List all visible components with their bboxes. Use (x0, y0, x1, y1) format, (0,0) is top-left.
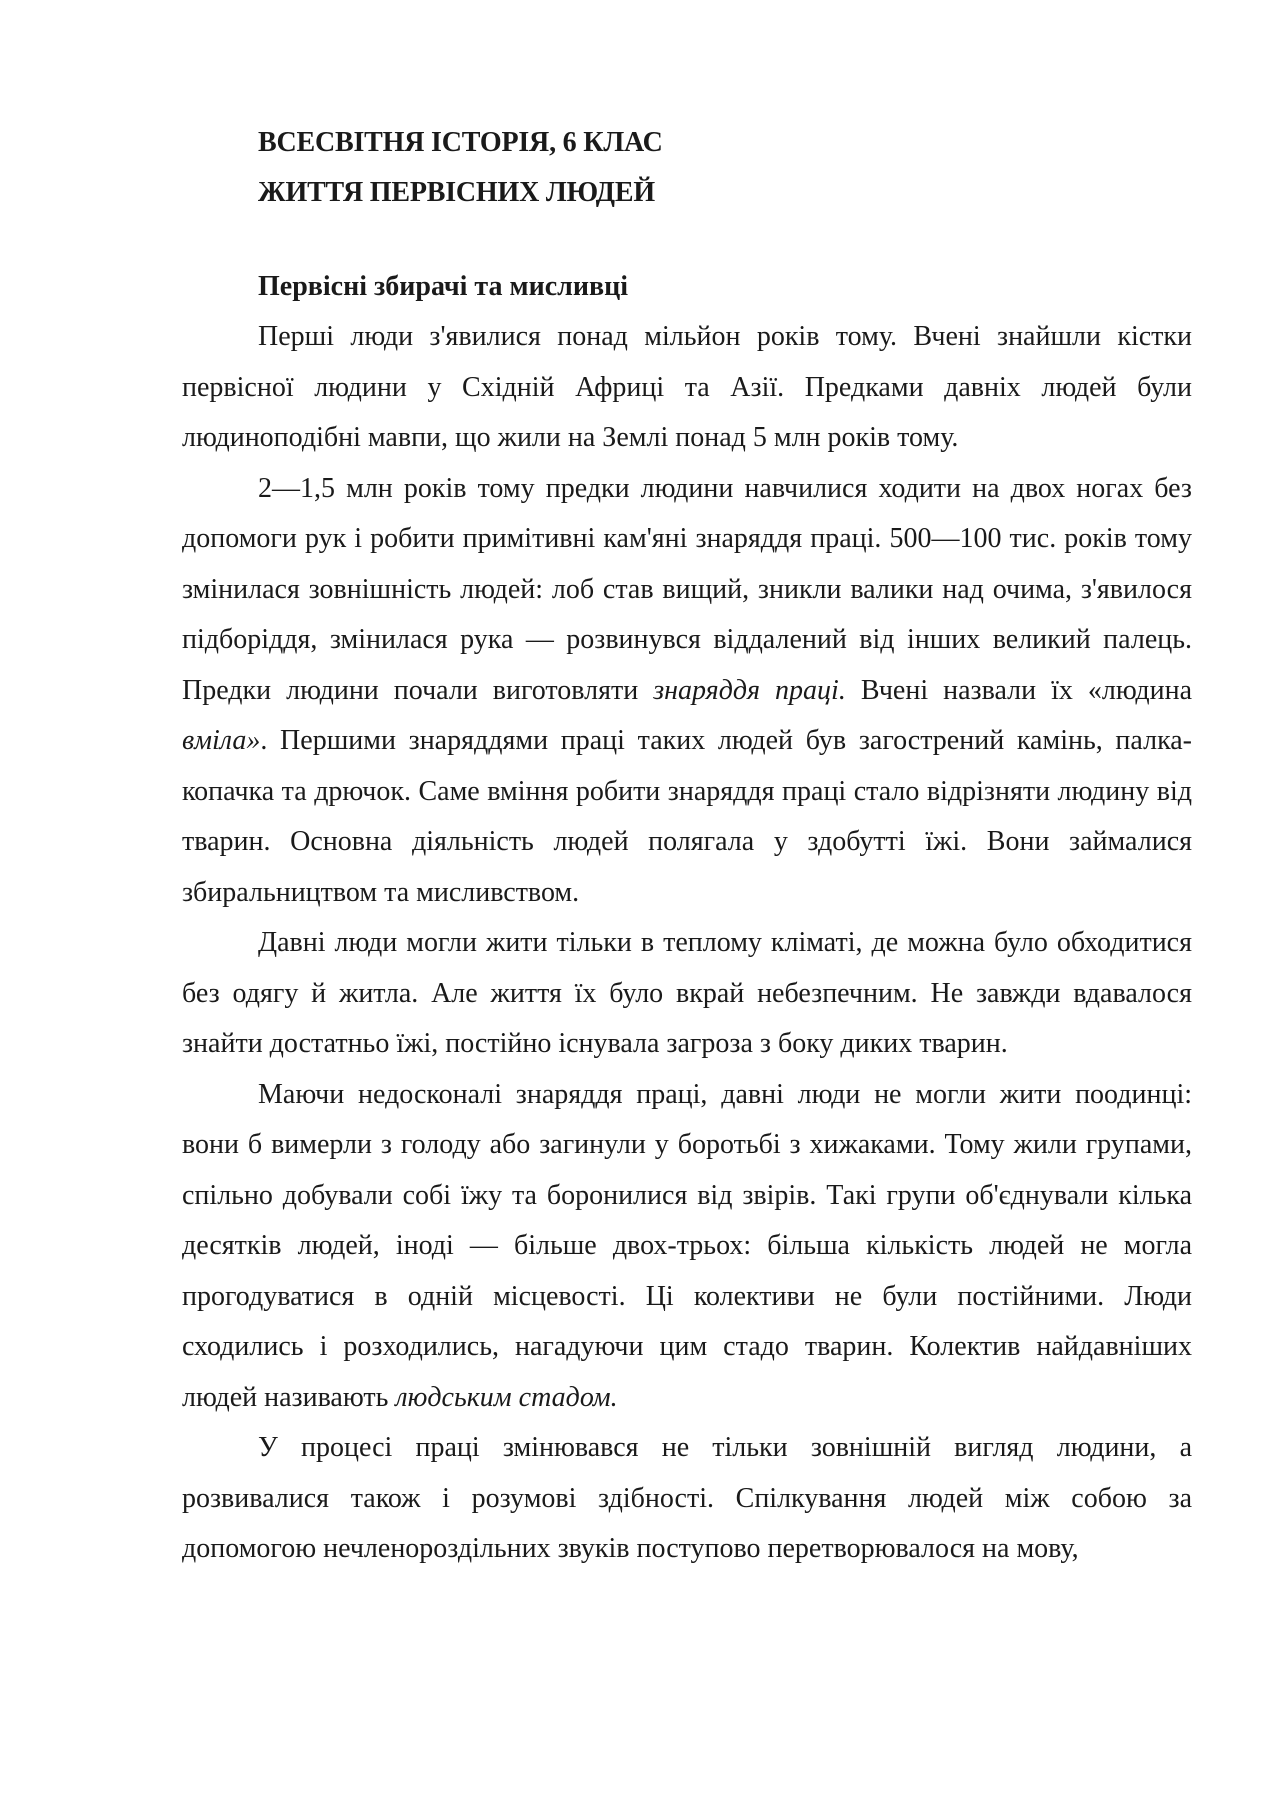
paragraph-3: Давні люди могли жити тільки в теплому кліматі, де можна було обходитися без одягу й житла. Але життя їх було вкрай небезпечним. Не завжди вдавалося знайти достатньо їжі, постійно існувала загроза з боку диких тварин. (182, 927, 1192, 1059)
paragraph-4-text: Маючи недосконалі знаряддя праці, давні люди не могли жити поодинці: вони б вимерли з голоду або загинули у боротьбі з хижаками. Тому жили групами, спільно добували собі їжу та боронилися від звірів. Такі групи об'єднували кілька десятків людей, іноді — більше двох-трьох: більша кількість людей не могла прогодуватися в одній місцевості. Ці колективи не були постійними. Люди сходились і розходились, нагадуючи цим стадо тварин. Колектив найдавніших людей називають (182, 1078, 1192, 1413)
document-body (182, 262, 1192, 1575)
paragraph-2-emphasis-tools: знаряддя праці. (653, 674, 846, 706)
paragraph-5: У процесі праці змінювався не тільки зовнішній вигляд людини, а розвивалися також і розумові здібності. Спілкування людей між собою за допомогою нечленороздільних звуків поступово перетворювалося на мову, (182, 1432, 1192, 1564)
paragraph-4 (182, 1070, 1192, 1424)
paragraph-2 (182, 464, 1192, 919)
paragraph-2-text-a: 2—1,5 млн років тому предки людини навчилися ходити на двох ногах без допомоги рук і робити примітивні кам'яні знаряддя праці. 500—100 тис. років тому змінилася зовнішність людей: лоб став вищий, зникли валики над очима, з'явилося підборіддя, змінилася рука — розвинувся віддалений від інших великий палець. Предки людини почали виготовляти (182, 472, 1192, 706)
paragraph-4-emphasis-herd: людським стадом. (395, 1381, 618, 1413)
paragraph-1: Перші люди з'явилися понад мільйон років тому. Вчені знайшли кістки первісної людини у Східній Африці та Азії. Предками давніх людей були людиноподібні мавпи, що жили на Землі понад 5 млн років тому. (182, 321, 1192, 453)
document-header (258, 118, 1158, 218)
paragraph-2-text-b: Вчені назвали їх «людина (845, 674, 1192, 706)
paragraph-2-text-c: . Першими знаряддями праці таких людей був загострений камінь, палка-копачка та дрючок. Саме вміння робити знаряддя праці стало відрізняти людину від тварин. Основна діяльність людей полягала у здобутті їжі. Вони займалися збиральництвом та мисливством. (182, 725, 1192, 908)
document-subtitle: ЖИТТЯ ПЕРВІСНИХ ЛЮДЕЙ (258, 177, 655, 208)
section-heading: Первісні збирачі та мисливці (258, 271, 629, 302)
document-title: ВСЕСВІТНЯ ІСТОРІЯ, 6 КЛАС (258, 127, 663, 158)
paragraph-2-emphasis-skilled: вміла» (182, 725, 261, 756)
